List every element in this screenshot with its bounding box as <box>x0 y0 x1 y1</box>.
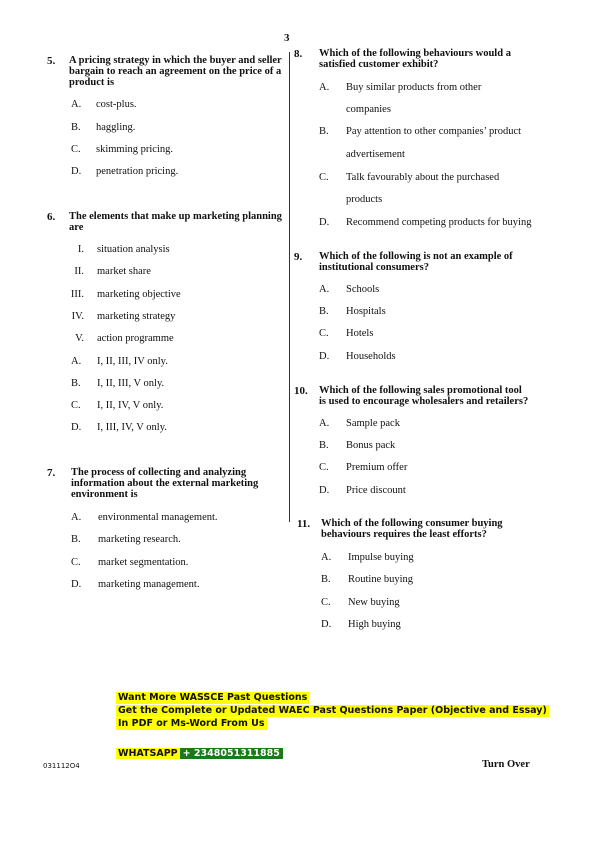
option-text: I, II, IV, V only. <box>97 400 164 411</box>
option-text: Bonus pack <box>346 440 396 451</box>
option-letter: D. <box>321 619 332 630</box>
option-text: Price discount <box>346 485 406 496</box>
question-text-line: information about the external marketing <box>71 478 259 489</box>
question-text-line: environment is <box>71 489 138 500</box>
option-text: Households <box>346 351 396 362</box>
option-letter: B. <box>321 574 331 585</box>
question-number: 5. <box>47 55 56 67</box>
option-letter: A. <box>319 284 330 295</box>
option-letter: D. <box>71 579 82 590</box>
question-text-line: satisfied customer exhibit? <box>319 59 439 70</box>
question-text-line: Which of the following is not an example of <box>319 251 513 262</box>
question-number: 11. <box>297 518 311 530</box>
question-text-line: are <box>69 222 84 233</box>
option-text: haggling. <box>96 122 136 133</box>
whatsapp-label: WHATSAPP <box>118 748 178 759</box>
paper-code: 031112O4 <box>43 762 80 770</box>
option-text: skimming pricing. <box>96 144 173 155</box>
question-number: 7. <box>47 467 56 479</box>
option-letter: D. <box>319 217 330 228</box>
option-letter: A. <box>71 356 82 367</box>
option-letter: A. <box>321 552 332 563</box>
promo-line-2: Get the Complete or Updated WAEC Past Questions Paper (Objective and Essay) <box>118 705 547 716</box>
option-letter: D. <box>319 351 330 362</box>
option-text: penetration pricing. <box>96 166 179 177</box>
option-text: New buying <box>348 597 400 608</box>
option-text: cost-plus. <box>96 99 137 110</box>
option-letter: D. <box>319 485 330 496</box>
option-text: environmental management. <box>98 512 218 523</box>
promo-line-3: In PDF or Ms-Word From Us <box>118 718 265 729</box>
option-text: companies <box>346 104 391 115</box>
option-letter: A. <box>71 99 82 110</box>
roman-item: marketing objective <box>97 289 181 300</box>
option-text: I, II, III, IV only. <box>97 356 168 367</box>
question-number: 8. <box>294 48 303 60</box>
option-letter: A. <box>319 418 330 429</box>
roman-item: market share <box>97 266 151 277</box>
column-divider <box>289 52 290 522</box>
option-letter: C. <box>319 328 329 339</box>
option-letter: A. <box>71 512 82 523</box>
option-text: marketing management. <box>98 579 200 590</box>
question-text-line: The process of collecting and analyzing <box>71 467 247 478</box>
roman-numeral: I. <box>77 244 84 255</box>
option-letter: C. <box>319 462 329 473</box>
roman-item: action programme <box>97 333 174 344</box>
question-text-line: is used to encourage wholesalers and retailers? <box>319 396 529 407</box>
option-letter: D. <box>71 166 82 177</box>
roman-numeral: II. <box>74 266 84 277</box>
option-letter: C. <box>321 597 331 608</box>
option-text: Premium offer <box>346 462 408 473</box>
option-letter: B. <box>71 534 81 545</box>
option-letter: B. <box>319 306 329 317</box>
roman-numeral: V. <box>75 333 84 344</box>
turn-over-label: Turn Over <box>482 759 530 770</box>
option-letter: C. <box>319 172 329 183</box>
option-text: Impulse buying <box>348 552 414 563</box>
option-text: High buying <box>348 619 401 630</box>
option-letter: B. <box>319 126 329 137</box>
option-letter: C. <box>71 557 81 568</box>
option-text: Hotels <box>346 328 374 339</box>
question-number: 9. <box>294 251 303 263</box>
roman-numeral: IV. <box>71 311 84 322</box>
option-text: Buy similar products from other <box>346 82 482 93</box>
option-text: Hospitals <box>346 306 386 317</box>
option-letter: B. <box>71 122 81 133</box>
option-text: I, II, III, V only. <box>97 378 165 389</box>
option-letter: B. <box>71 378 81 389</box>
whatsapp-contact[interactable] <box>116 743 283 761</box>
option-text: products <box>346 194 383 205</box>
option-text: Sample pack <box>346 418 400 429</box>
question-text-line: institutional consumers? <box>319 262 429 273</box>
option-text: Talk favourably about the purchased <box>346 172 500 183</box>
option-text: Schools <box>346 284 380 295</box>
promo-line-1: Want More WASSCE Past Questions <box>118 692 308 703</box>
question-text-line: The elements that make up marketing planning <box>69 211 282 222</box>
question-number: 6. <box>47 211 56 223</box>
roman-item: situation analysis <box>97 244 170 255</box>
option-letter: C. <box>71 144 81 155</box>
option-letter: B. <box>319 440 329 451</box>
roman-numeral: III. <box>70 289 84 300</box>
option-text: Routine buying <box>348 574 414 585</box>
option-text: market segmentation. <box>98 557 189 568</box>
roman-item: marketing strategy <box>97 311 176 322</box>
option-text: Pay attention to other companies’ product <box>346 126 522 137</box>
page-number: 3 <box>284 32 290 44</box>
question-number: 10. <box>294 385 308 397</box>
option-text: Recommend competing products for buying <box>346 217 532 228</box>
option-text: marketing research. <box>98 534 181 545</box>
question-text-line: behaviours requires the least efforts? <box>321 529 487 540</box>
question-text-line: Which of the following sales promotional tool <box>319 385 522 396</box>
option-letter: D. <box>71 422 82 433</box>
option-text: I, III, IV, V only. <box>97 422 167 433</box>
option-letter: C. <box>71 400 81 411</box>
question-text-line: product is <box>69 77 115 88</box>
question-text-line: Which of the following behaviours would a <box>319 48 511 59</box>
option-text: advertisement <box>346 149 405 160</box>
question-text-line: Which of the following consumer buying <box>321 518 503 529</box>
option-letter: A. <box>319 82 330 93</box>
question-text-line: A pricing strategy in which the buyer and seller <box>69 55 282 66</box>
whatsapp-number[interactable]: + 2348051311885 <box>180 748 283 759</box>
question-text-line: bargain to reach an agreement on the price of a <box>69 66 282 77</box>
